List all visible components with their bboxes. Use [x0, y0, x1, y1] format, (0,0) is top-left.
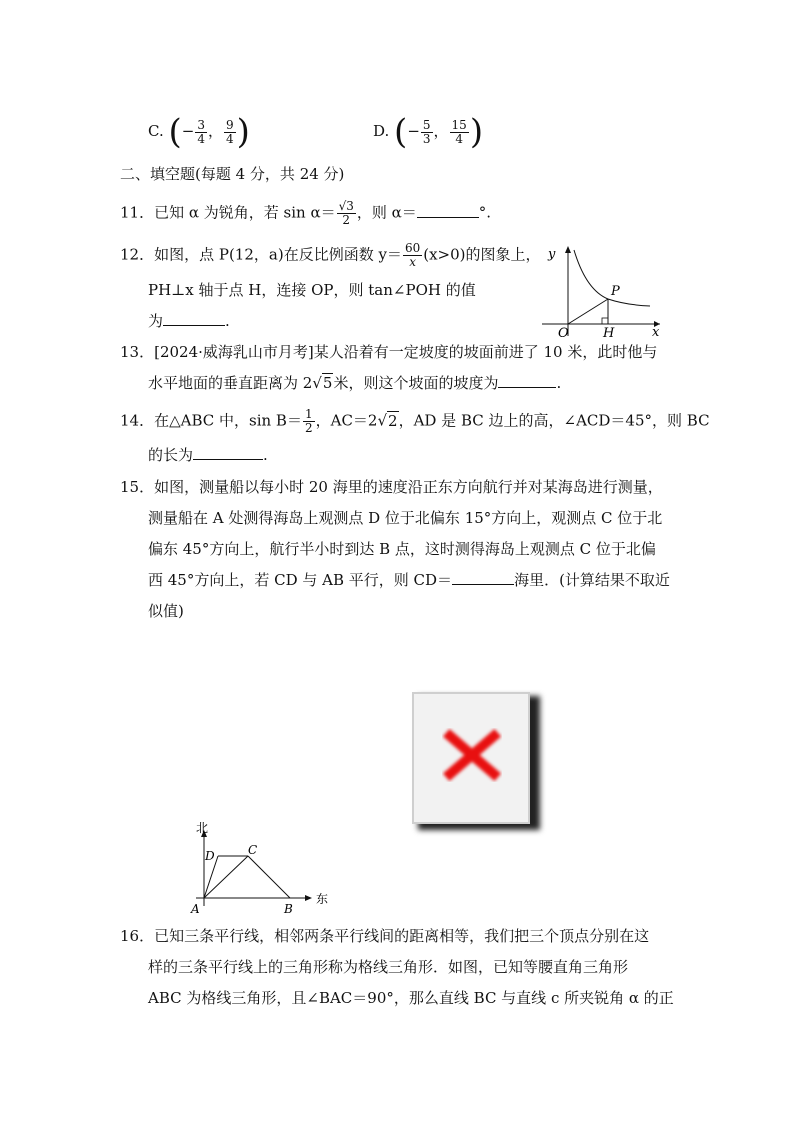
broken-image — [412, 692, 540, 834]
question-16-line3: ABC 为格线三角形，且∠BAC＝90°，那么直线 BC 与直线 c 所夹锐角 α 的正 — [148, 989, 674, 1007]
question-15-line5: 似值) — [148, 602, 184, 620]
question-13-line2: 水平地面的垂直距离为 2√5米，则这个坡面的坡度为 . — [148, 374, 562, 392]
question-15-line2: 测量船在 A 处测得海岛上观测点 D 位于北偏东 15°方向上，观测点 C 位于北 — [148, 509, 663, 527]
b-label: B — [284, 902, 293, 916]
p-label: P — [611, 284, 620, 299]
option-d-y: $\frac{15}{4}$ — [451, 117, 467, 146]
o-label: O — [558, 326, 569, 340]
answer-blank[interactable] — [193, 445, 263, 460]
question-14: 14．在△ABC 中，sin B＝ $\frac{1}{2}$ ，AC＝2√2，AD 是 BC 边上的高，∠ACD＝45°，则 BC — [120, 407, 710, 435]
answer-blank[interactable] — [452, 570, 514, 585]
answer-blank[interactable] — [498, 373, 556, 388]
option-d: D. (− $\frac{5}{3}$ ， $\frac{15}{4}$ ) — [373, 112, 484, 152]
question-15-line4: 西 45°方向上，若 CD 与 AB 平行，则 CD＝ 海里．(计算结果不取近 — [148, 571, 670, 589]
question-13: 13．[2024·威海乳山市月考]某人沿着有一定坡度的坡面前进了 10 米，此时他与 — [120, 343, 658, 361]
inverse-function-figure — [538, 240, 668, 340]
question-14-line2: 的长为 . — [148, 446, 268, 464]
broken-image-icon — [442, 728, 502, 782]
y-label: y — [548, 247, 556, 262]
east-label: 东 — [316, 892, 329, 906]
option-c-x: $\frac{3}{4}$ — [197, 117, 205, 146]
question-15-line3: 偏东 45°方向上，航行半小时到达 B 点，这时测得海岛上观测点 C 位于北偏 — [148, 540, 656, 558]
question-15: 15．如图，测量船以每小时 20 海里的速度沿正东方向航行并对某海岛进行测量， — [120, 478, 663, 496]
option-d-label: D. — [373, 122, 390, 140]
h-label: H — [603, 326, 615, 340]
east-arrow — [305, 895, 312, 901]
c-label: C — [248, 843, 258, 857]
question-16: 16．已知三条平行线，相邻两条平行线间的距离相等，我们把三个顶点分别在这 — [120, 927, 650, 945]
answer-blank[interactable] — [417, 203, 479, 218]
d-label: D — [205, 849, 215, 863]
segment-cb — [248, 856, 290, 898]
option-d-x: $\frac{5}{3}$ — [422, 117, 431, 146]
question-11: 11．已知 α 为锐角，若 sin α＝ $\frac{√3}{2}$ ，则 α＝ °. — [120, 199, 492, 227]
a-label: A — [191, 902, 200, 916]
north-label: 北 — [196, 821, 209, 835]
right-angle-mark — [602, 318, 608, 324]
y-axis-arrow — [565, 246, 571, 253]
question-12-line2: PH⊥x 轴于点 H，连接 OP，则 tan∠POH 的值 — [148, 281, 476, 299]
option-c-y: $\frac{9}{4}$ — [226, 117, 234, 146]
question-16-line2: 样的三条平行线上的三角形称为格线三角形．如图，已知等腰直角三角形 — [148, 958, 629, 976]
answer-blank[interactable] — [163, 311, 225, 326]
x-label: x — [652, 325, 660, 340]
section-title: 二、填空题(每题 4 分，共 24 分) — [120, 165, 345, 183]
question-12: 12．如图，点 P(12，a)在反比例函数 y＝ $\frac{60}{x}$ (x>0)的图象上， — [120, 241, 541, 269]
question-12-line3: 为 . — [148, 312, 230, 330]
option-c: C. (− $\frac{3}{4}$ ， $\frac{9}{4}$ ) — [148, 112, 250, 152]
navigation-figure — [186, 818, 334, 918]
option-c-label: C. — [148, 122, 164, 140]
